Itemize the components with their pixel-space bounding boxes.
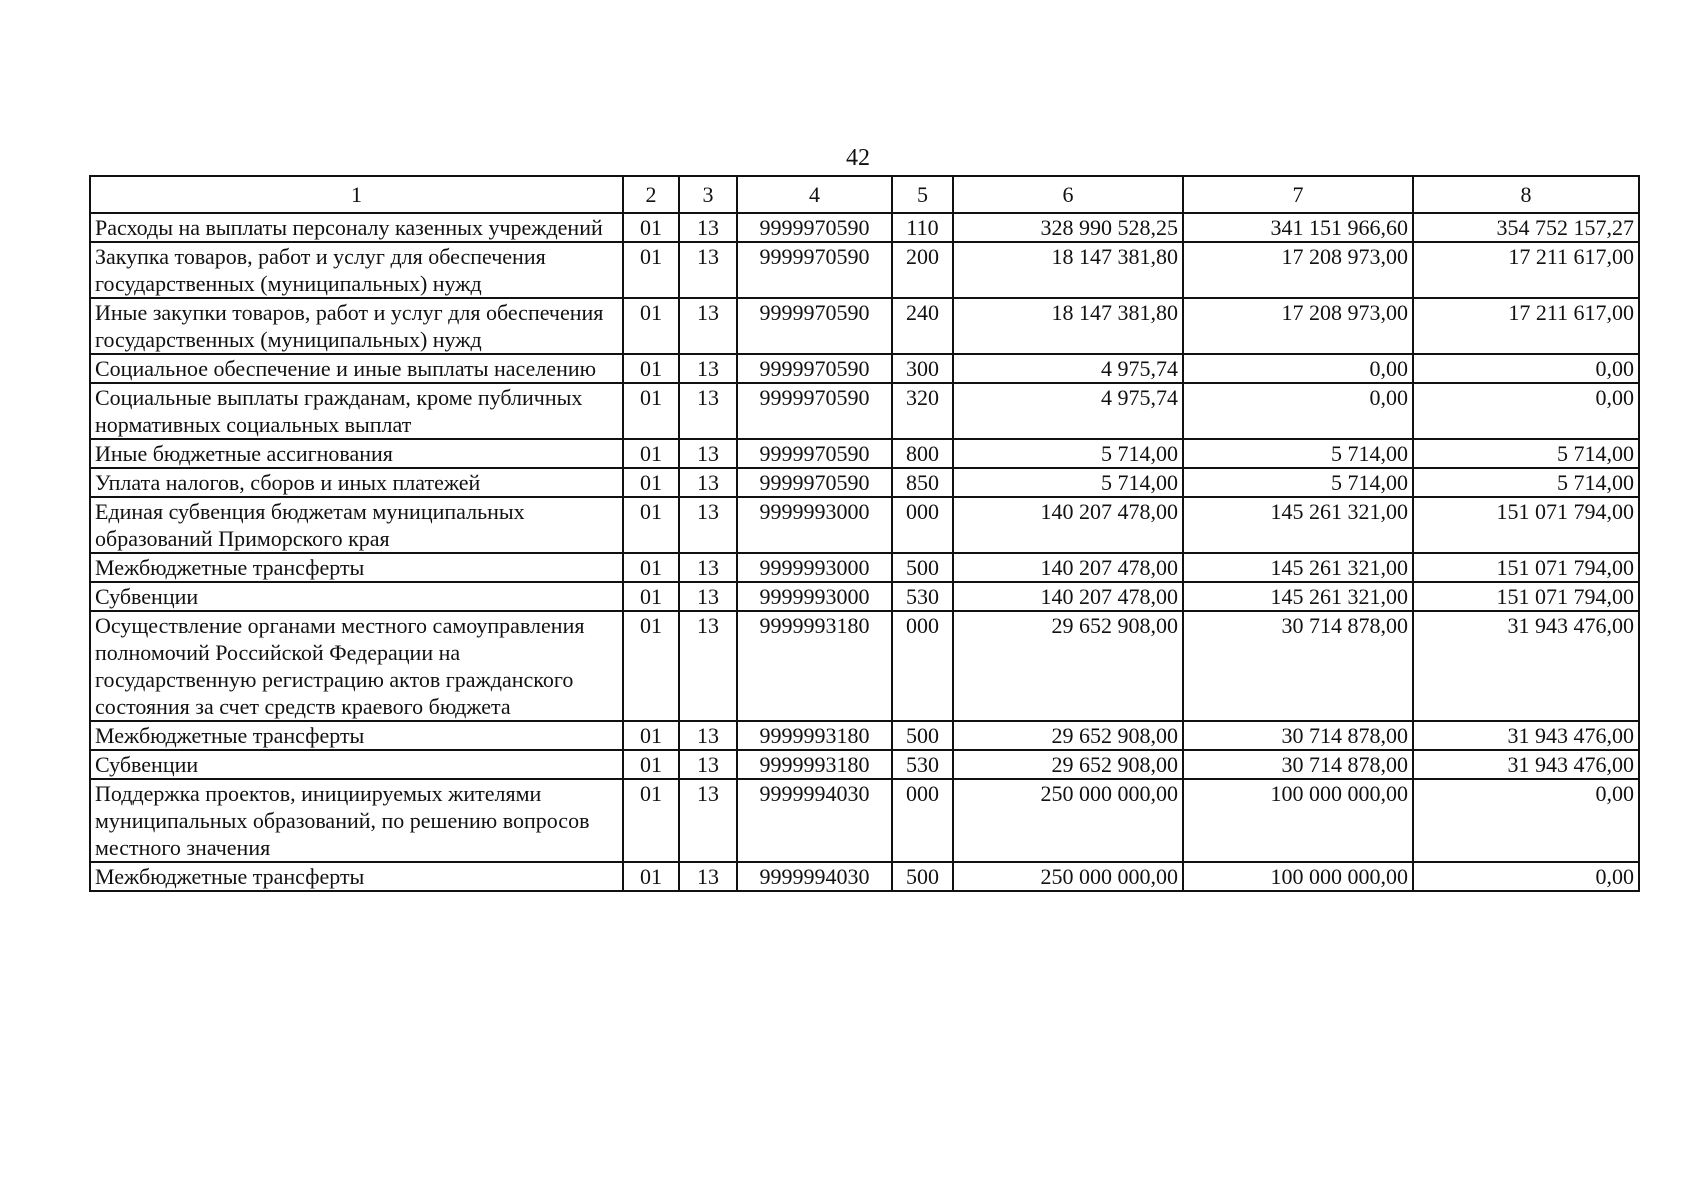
column-header: 2	[623, 176, 679, 213]
table-row	[90, 213, 1639, 242]
row-name: Субвенции	[90, 750, 623, 779]
row-code-target: 9999970590	[737, 242, 892, 298]
row-code-target: 9999994030	[737, 779, 892, 862]
row-code-type: 850	[892, 468, 953, 497]
row-code-type: 300	[892, 354, 953, 383]
row-amount-col8: 5 714,00	[1413, 468, 1639, 497]
row-code-subsection: 13	[679, 779, 737, 862]
column-number-header-row	[90, 176, 1639, 213]
row-name: Поддержка проектов, инициируемых жителями муниципальных образований, по решению вопросов местного значения	[90, 779, 623, 862]
row-code-subsection: 13	[679, 242, 737, 298]
row-code-subsection: 13	[679, 439, 737, 468]
table-row	[90, 721, 1639, 750]
row-amount-col8: 0,00	[1413, 383, 1639, 439]
row-name: Социальные выплаты гражданам, кроме публичных нормативных социальных выплат	[90, 383, 623, 439]
row-code-type: 500	[892, 553, 953, 582]
row-code-section: 01	[623, 721, 679, 750]
row-code-subsection: 13	[679, 468, 737, 497]
row-amount-col6: 140 207 478,00	[953, 582, 1183, 611]
row-code-subsection: 13	[679, 750, 737, 779]
row-amount-col8: 31 943 476,00	[1413, 721, 1639, 750]
row-name: Межбюджетные трансферты	[90, 862, 623, 891]
page-number: 42	[846, 145, 870, 171]
row-amount-col7: 17 208 973,00	[1183, 298, 1413, 354]
row-code-target: 9999993180	[737, 611, 892, 721]
row-amount-col6: 18 147 381,80	[953, 298, 1183, 354]
row-code-type: 800	[892, 439, 953, 468]
table-row	[90, 862, 1639, 891]
row-code-section: 01	[623, 553, 679, 582]
row-code-type: 240	[892, 298, 953, 354]
row-code-subsection: 13	[679, 497, 737, 553]
row-code-section: 01	[623, 354, 679, 383]
row-amount-col6: 250 000 000,00	[953, 862, 1183, 891]
row-name: Социальное обеспечение и иные выплаты населению	[90, 354, 623, 383]
row-amount-col7: 30 714 878,00	[1183, 750, 1413, 779]
row-amount-col6: 29 652 908,00	[953, 611, 1183, 721]
column-header: 3	[679, 176, 737, 213]
row-code-subsection: 13	[679, 298, 737, 354]
row-code-subsection: 13	[679, 213, 737, 242]
row-code-subsection: 13	[679, 721, 737, 750]
row-name: Единая субвенция бюджетам муниципальных образований Приморского края	[90, 497, 623, 553]
row-code-section: 01	[623, 213, 679, 242]
row-code-type: 200	[892, 242, 953, 298]
row-amount-col6: 29 652 908,00	[953, 721, 1183, 750]
row-code-target: 9999993000	[737, 582, 892, 611]
column-header: 5	[892, 176, 953, 213]
row-amount-col6: 5 714,00	[953, 468, 1183, 497]
table-row	[90, 582, 1639, 611]
row-amount-col8: 31 943 476,00	[1413, 611, 1639, 721]
row-amount-col7: 100 000 000,00	[1183, 779, 1413, 862]
row-amount-col7: 30 714 878,00	[1183, 611, 1413, 721]
table-row	[90, 611, 1639, 721]
table-row	[90, 383, 1639, 439]
row-code-section: 01	[623, 497, 679, 553]
table-row	[90, 354, 1639, 383]
row-code-section: 01	[623, 298, 679, 354]
row-code-section: 01	[623, 779, 679, 862]
row-code-target: 9999993000	[737, 497, 892, 553]
row-amount-col6: 328 990 528,25	[953, 213, 1183, 242]
row-code-type: 500	[892, 862, 953, 891]
row-code-target: 9999993180	[737, 750, 892, 779]
column-header: 4	[737, 176, 892, 213]
row-amount-col7: 30 714 878,00	[1183, 721, 1413, 750]
row-code-section: 01	[623, 611, 679, 721]
row-code-section: 01	[623, 582, 679, 611]
row-name: Субвенции	[90, 582, 623, 611]
row-amount-col7: 100 000 000,00	[1183, 862, 1413, 891]
row-name: Иные закупки товаров, работ и услуг для обеспечения государственных (муниципальных) нужд	[90, 298, 623, 354]
row-amount-col8: 17 211 617,00	[1413, 298, 1639, 354]
row-amount-col8: 5 714,00	[1413, 439, 1639, 468]
row-amount-col6: 18 147 381,80	[953, 242, 1183, 298]
row-name: Расходы на выплаты персоналу казенных учреждений	[90, 213, 623, 242]
row-code-target: 9999970590	[737, 383, 892, 439]
table-row	[90, 497, 1639, 553]
row-amount-col8: 0,00	[1413, 354, 1639, 383]
row-code-type: 000	[892, 779, 953, 862]
row-amount-col7: 0,00	[1183, 383, 1413, 439]
table-row	[90, 298, 1639, 354]
row-code-type: 000	[892, 611, 953, 721]
column-header: 1	[90, 176, 623, 213]
row-code-target: 9999993000	[737, 553, 892, 582]
row-amount-col8: 151 071 794,00	[1413, 497, 1639, 553]
row-name: Межбюджетные трансферты	[90, 721, 623, 750]
row-code-target: 9999970590	[737, 439, 892, 468]
row-code-target: 9999970590	[737, 468, 892, 497]
row-code-section: 01	[623, 242, 679, 298]
table-row	[90, 750, 1639, 779]
row-amount-col7: 145 261 321,00	[1183, 553, 1413, 582]
row-amount-col6: 29 652 908,00	[953, 750, 1183, 779]
row-amount-col7: 145 261 321,00	[1183, 497, 1413, 553]
row-name: Закупка товаров, работ и услуг для обеспечения государственных (муниципальных) нужд	[90, 242, 623, 298]
row-amount-col6: 250 000 000,00	[953, 779, 1183, 862]
row-code-type: 000	[892, 497, 953, 553]
row-code-subsection: 13	[679, 862, 737, 891]
row-code-type: 530	[892, 750, 953, 779]
row-amount-col8: 0,00	[1413, 779, 1639, 862]
row-name: Межбюджетные трансферты	[90, 553, 623, 582]
row-code-type: 530	[892, 582, 953, 611]
row-amount-col8: 17 211 617,00	[1413, 242, 1639, 298]
table-row	[90, 242, 1639, 298]
row-amount-col8: 31 943 476,00	[1413, 750, 1639, 779]
column-header: 6	[953, 176, 1183, 213]
row-code-type: 110	[892, 213, 953, 242]
row-code-section: 01	[623, 750, 679, 779]
row-code-target: 9999970590	[737, 298, 892, 354]
row-amount-col7: 145 261 321,00	[1183, 582, 1413, 611]
row-amount-col6: 140 207 478,00	[953, 497, 1183, 553]
row-amount-col7: 17 208 973,00	[1183, 242, 1413, 298]
row-name: Осуществление органами местного самоуправления полномочий Российской Федерации на государственную регистрацию актов гражданского состояния за счет средств краевого бюджета	[90, 611, 623, 721]
row-name: Иные бюджетные ассигнования	[90, 439, 623, 468]
row-name: Уплата налогов, сборов и иных платежей	[90, 468, 623, 497]
row-amount-col7: 0,00	[1183, 354, 1413, 383]
row-amount-col6: 4 975,74	[953, 383, 1183, 439]
row-code-subsection: 13	[679, 582, 737, 611]
row-code-subsection: 13	[679, 553, 737, 582]
column-header: 7	[1183, 176, 1413, 213]
row-amount-col8: 354 752 157,27	[1413, 213, 1639, 242]
row-amount-col6: 5 714,00	[953, 439, 1183, 468]
row-code-subsection: 13	[679, 611, 737, 721]
row-code-target: 9999970590	[737, 213, 892, 242]
row-code-section: 01	[623, 862, 679, 891]
row-amount-col8: 151 071 794,00	[1413, 553, 1639, 582]
row-code-section: 01	[623, 383, 679, 439]
row-code-type: 320	[892, 383, 953, 439]
row-amount-col7: 5 714,00	[1183, 439, 1413, 468]
table-row	[90, 468, 1639, 497]
row-amount-col6: 4 975,74	[953, 354, 1183, 383]
row-code-target: 9999993180	[737, 721, 892, 750]
column-header: 8	[1413, 176, 1639, 213]
row-code-type: 500	[892, 721, 953, 750]
row-amount-col8: 151 071 794,00	[1413, 582, 1639, 611]
row-code-subsection: 13	[679, 383, 737, 439]
row-code-target: 9999994030	[737, 862, 892, 891]
row-amount-col7: 5 714,00	[1183, 468, 1413, 497]
row-amount-col7: 341 151 966,60	[1183, 213, 1413, 242]
table-row	[90, 553, 1639, 582]
row-amount-col6: 140 207 478,00	[953, 553, 1183, 582]
budget-table	[89, 175, 1640, 892]
row-code-target: 9999970590	[737, 354, 892, 383]
row-code-section: 01	[623, 439, 679, 468]
row-amount-col8: 0,00	[1413, 862, 1639, 891]
row-code-subsection: 13	[679, 354, 737, 383]
table-row	[90, 779, 1639, 862]
row-code-section: 01	[623, 468, 679, 497]
table-row	[90, 439, 1639, 468]
